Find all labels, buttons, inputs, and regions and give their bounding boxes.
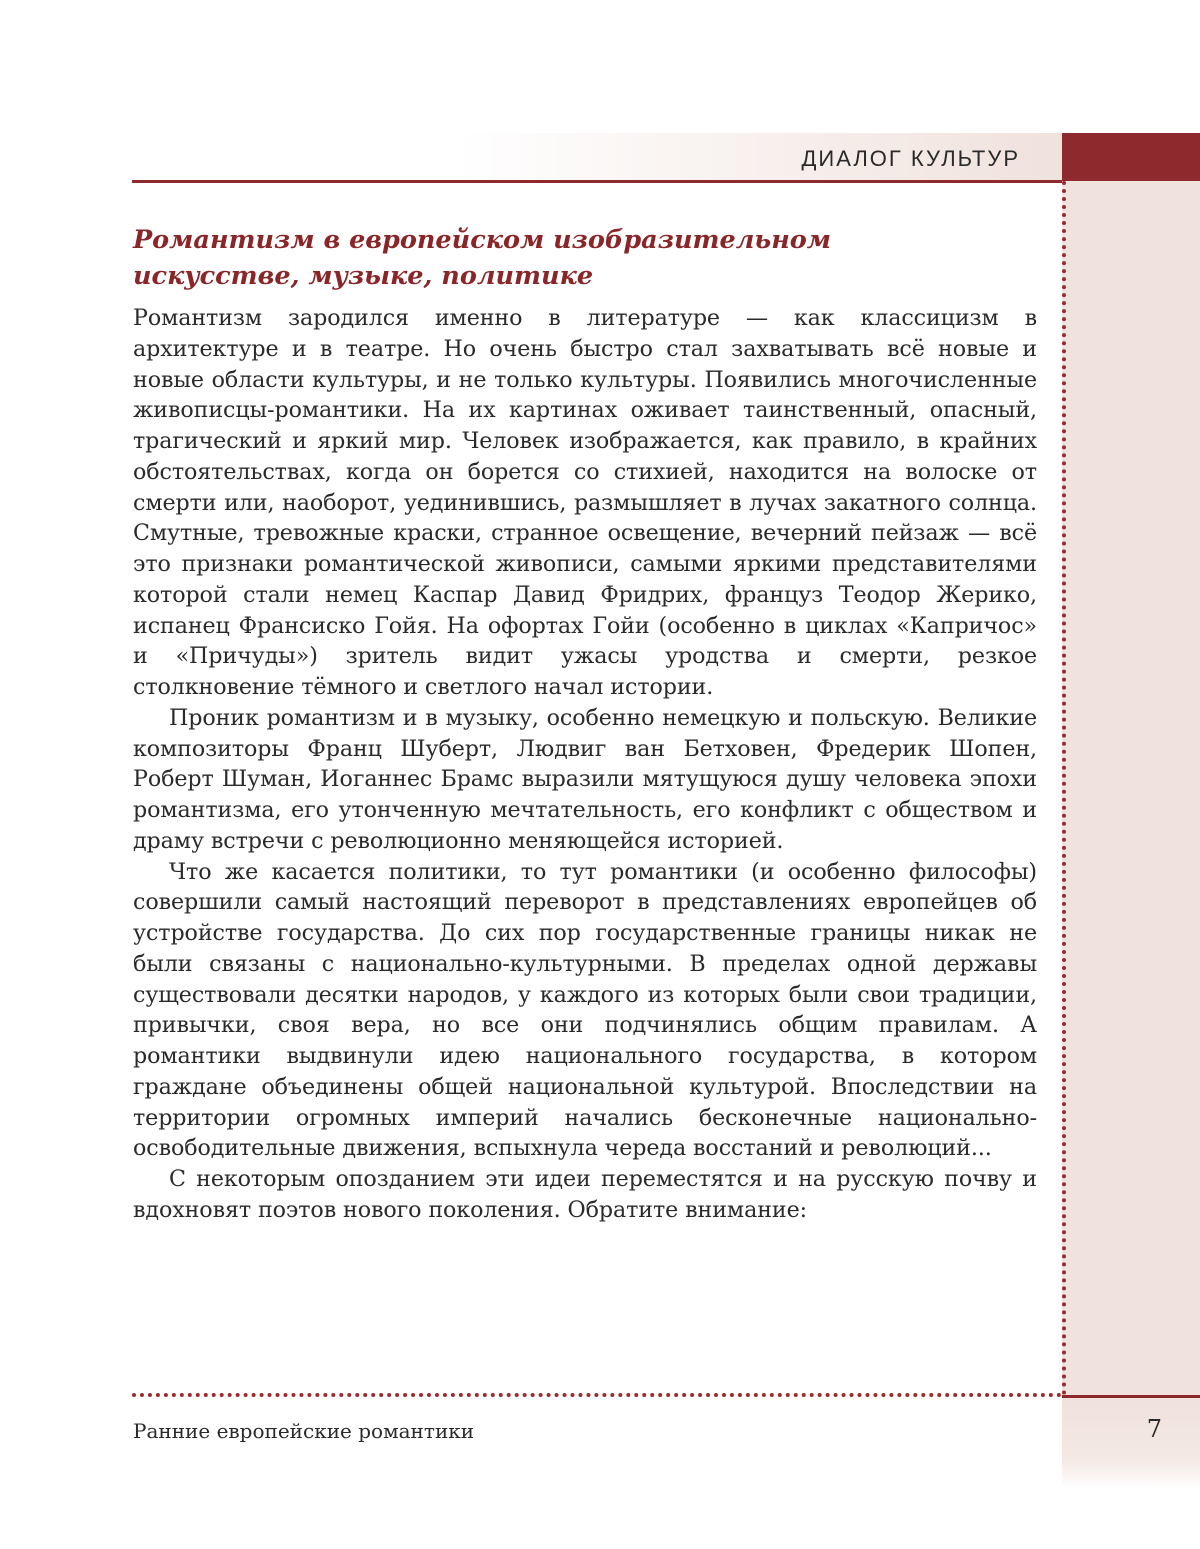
page-number: 7	[1146, 1415, 1162, 1443]
side-margin-panel	[1062, 181, 1200, 1396]
bottom-dotted-rule	[132, 1393, 1062, 1397]
header-rule	[132, 180, 1062, 183]
article-body	[133, 303, 1037, 1226]
running-footer-title: Ранние европейские романтики	[133, 1419, 475, 1443]
article-title-line-1: Романтизм в европейском изобразительном	[133, 225, 832, 255]
paragraph: С некоторым опозданием эти идеи переместятся и на русскую почву и вдохновят поэтов нового поколения. Обратите внимание:	[133, 1166, 1037, 1223]
article-title	[133, 222, 1053, 294]
page-number-band	[1062, 1398, 1200, 1488]
paragraph: Что же касается политики, то тут романтики (и особенно философы) совершили самый настоящий переворот в представлениях европейцев об устройстве государства. До сих пор государственные границы никак не были связаны с национально-культурными. В пределах одной державы существовали десятки народов, у каждого из которых были свои традиции, привычки, своя вера, но все они подчинялись общим правилам. А романтики выдвинули идею национального государства, в котором граждане объединены общей национальной культурой. Впоследствии на территории огромных империй начались бесконечные национально-освободительные движения, вспыхнула череда восстаний и революций...	[133, 858, 1037, 1162]
paragraph: Романтизм зародился именно в литературе — как классицизм в архитектуре и в театре. Но очень быстро стал захватывать всё новые и новые области культуры, и не только культуры. Появились многочисленные живописцы-романтики. На их картинах оживает таинственный, опасный, трагический и яркий мир. Человек изображается, как правило, в крайних обстоятельствах, когда он борется со стихией, находится на волоске от смерти или, наоборот, уединившись, размышляет в лучах закатного солнца. Смутные, тревожные краски, странное освещение, вечерний пейзаж — всё это признаки романтической живописи, самыми яркими представителями которой стали немец Каспар Давид Фридрих, француз Теодор Жерико, испанец Франсиско Гойя. На офортах Гойи (особенно в циклах «Капричос» и «Причуды») зритель видит ужасы уродства и смерти, резкое столкновение тёмного и светлого начал истории.	[133, 305, 1037, 700]
section-label: ДИАЛОГ КУЛЬТУР	[801, 146, 1020, 171]
paragraph: Проник романтизм и в музыку, особенно немецкую и польскую. Великие композиторы Франц Шуберт, Людвиг ван Бетховен, Фредерик Шопен, Роберт Шуман, Иоганнес Брамс выразили мятущуюся душу человека эпохи романтизма, его утонченную мечтательность, его конфликт с обществом и драму встречи с революционно меняющейся историей.	[133, 704, 1037, 854]
article-title-line-2: искусстве, музыке, политике	[133, 261, 594, 291]
header-accent-block	[1062, 133, 1200, 181]
